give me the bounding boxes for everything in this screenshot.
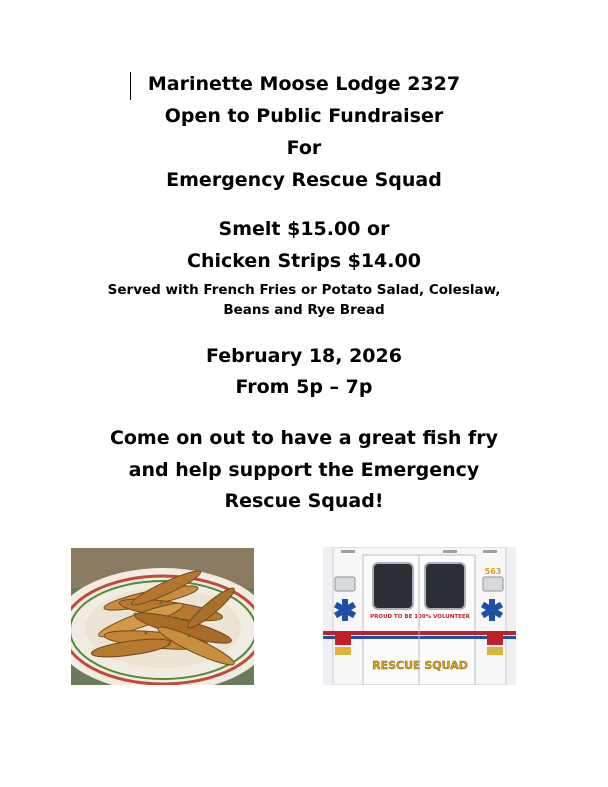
event-type: Open to Public Fundraiser [164,105,444,127]
ambulance-rescue-squad-label: RESCUE SQUAD [372,659,468,672]
served-with-line-1: Served with French Fries or Potato Salad, Coleslaw, [107,282,501,298]
fried-smelt-photo [71,548,254,685]
menu-smelt: Smelt $15.00 or [218,218,390,240]
menu-chicken: Chicken Strips $14.00 [187,250,421,272]
event-date: February 18, 2026 [206,345,402,367]
ambulance-unit-number: 563 [484,567,502,576]
closing-line-3: Rescue Squad! [224,490,384,512]
ambulance-photo [323,547,516,685]
closing-line-1: Come on out to have a great fish fry [109,427,499,449]
event-time: From 5p – 7p [235,376,373,398]
served-with-line-2: Beans and Rye Bread [223,302,385,318]
ambulance-volunteer-sign: PROUD TO BE 100% VOLUNTEER [370,614,470,620]
for-word: For [286,137,322,159]
beneficiary: Emergency Rescue Squad [166,169,442,191]
closing-line-2: and help support the Emergency [128,459,480,481]
lodge-name: Marinette Moose Lodge 2327 [147,73,461,95]
